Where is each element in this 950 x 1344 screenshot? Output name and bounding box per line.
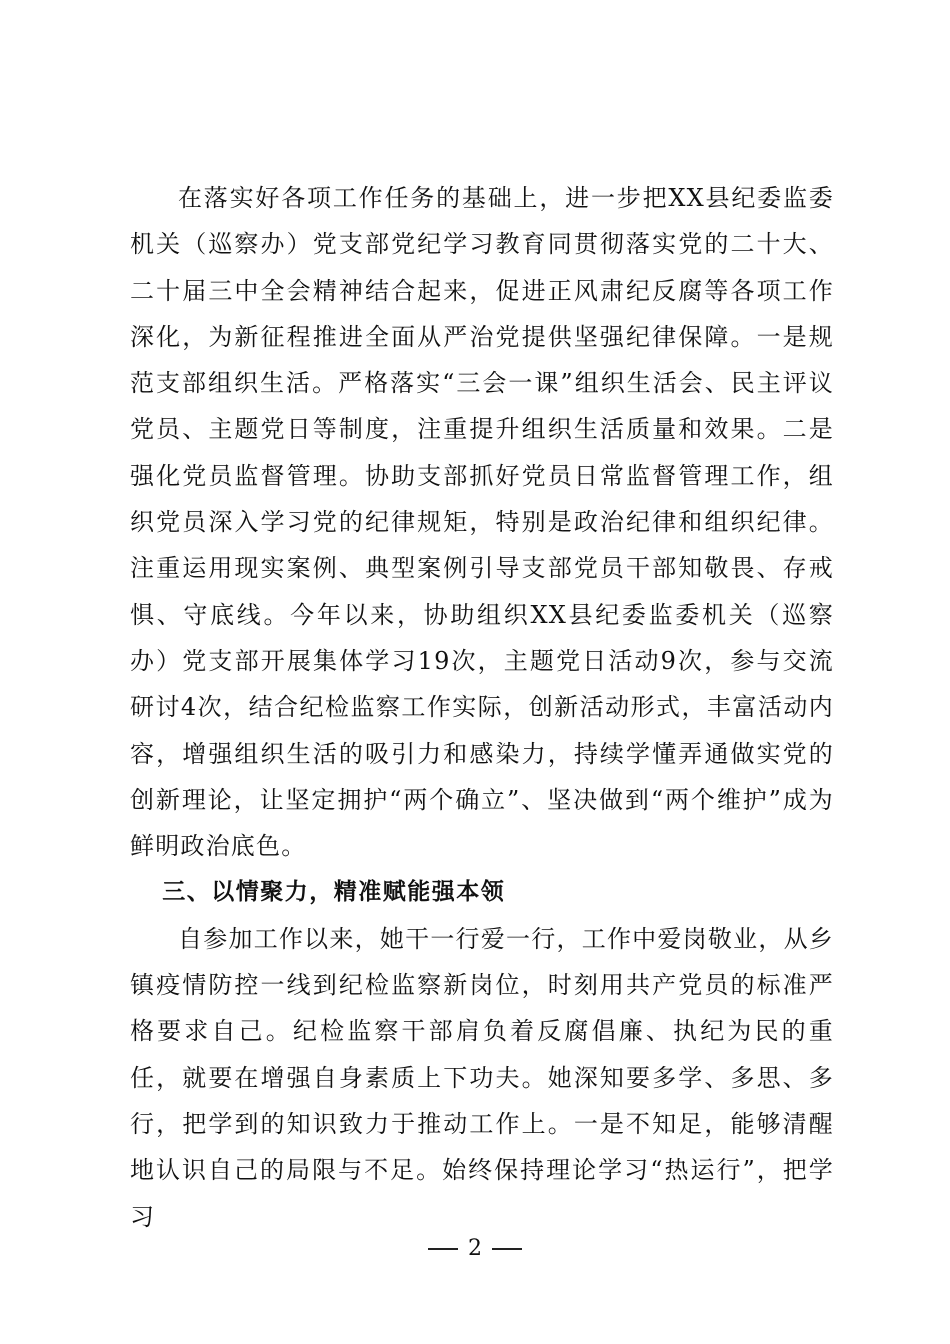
document-body [130,175,834,1240]
page-footer [0,1236,950,1261]
body-paragraph-2: 自参加工作以来，她干一行爱一行，工作中爱岗敬业，从乡镇疫情防控一线到纪检监察新岗位，时刻用共产党员的标准严格要求自己。纪检监察干部肩负着反腐倡廉、执纪为民的重任，就要在增强自身素质上下功夫。她深知要多学、多思、多行，把学到的知识致力于推动工作上。一是不知足，能够清醒地认识自己的局限与不足。始终保持理论学习“热运行”，把学习 [130,924,834,1231]
footer-dash-right [492,1248,522,1250]
section-heading-3: 三、以情聚力，精准赋能强本领 [162,879,506,906]
page-number: 2 [468,1236,482,1261]
footer-dash-left [428,1248,458,1250]
body-paragraph-1: 在落实好各项工作任务的基础上，进一步把XX县纪委监委机关（巡察办）党支部党纪学习教育同贯彻落实党的二十大、二十届三中全会精神结合起来，促进正风肃纪反腐等各项工作深化，为新征程推进全面从严治党提供坚强纪律保障。一是规范支部组织生活。严格落实“三会一课”组织生活会、民主评议党员、主题党日等制度，注重提升组织生活质量和效果。二是强化党员监督管理。协助支部抓好党员日常监督管理工作，组织党员深入学习党的纪律规矩，特别是政治纪律和组织纪律。注重运用现实案例、典型案例引导支部党员干部知敬畏、存戒惧、守底线。今年以来，协助组织XX县纪委监委机关（巡察办）党支部开展集体学习19次，主题党日活动9次，参与交流研讨4次，结合纪检监察工作实际，创新活动形式，丰富活动内容，增强组织生活的吸引力和感染力，持续学懂弄通做实党的创新理论，让坚定拥护“两个确立”、坚决做到“两个维护”成为鲜明政治底色。 [130,184,834,861]
